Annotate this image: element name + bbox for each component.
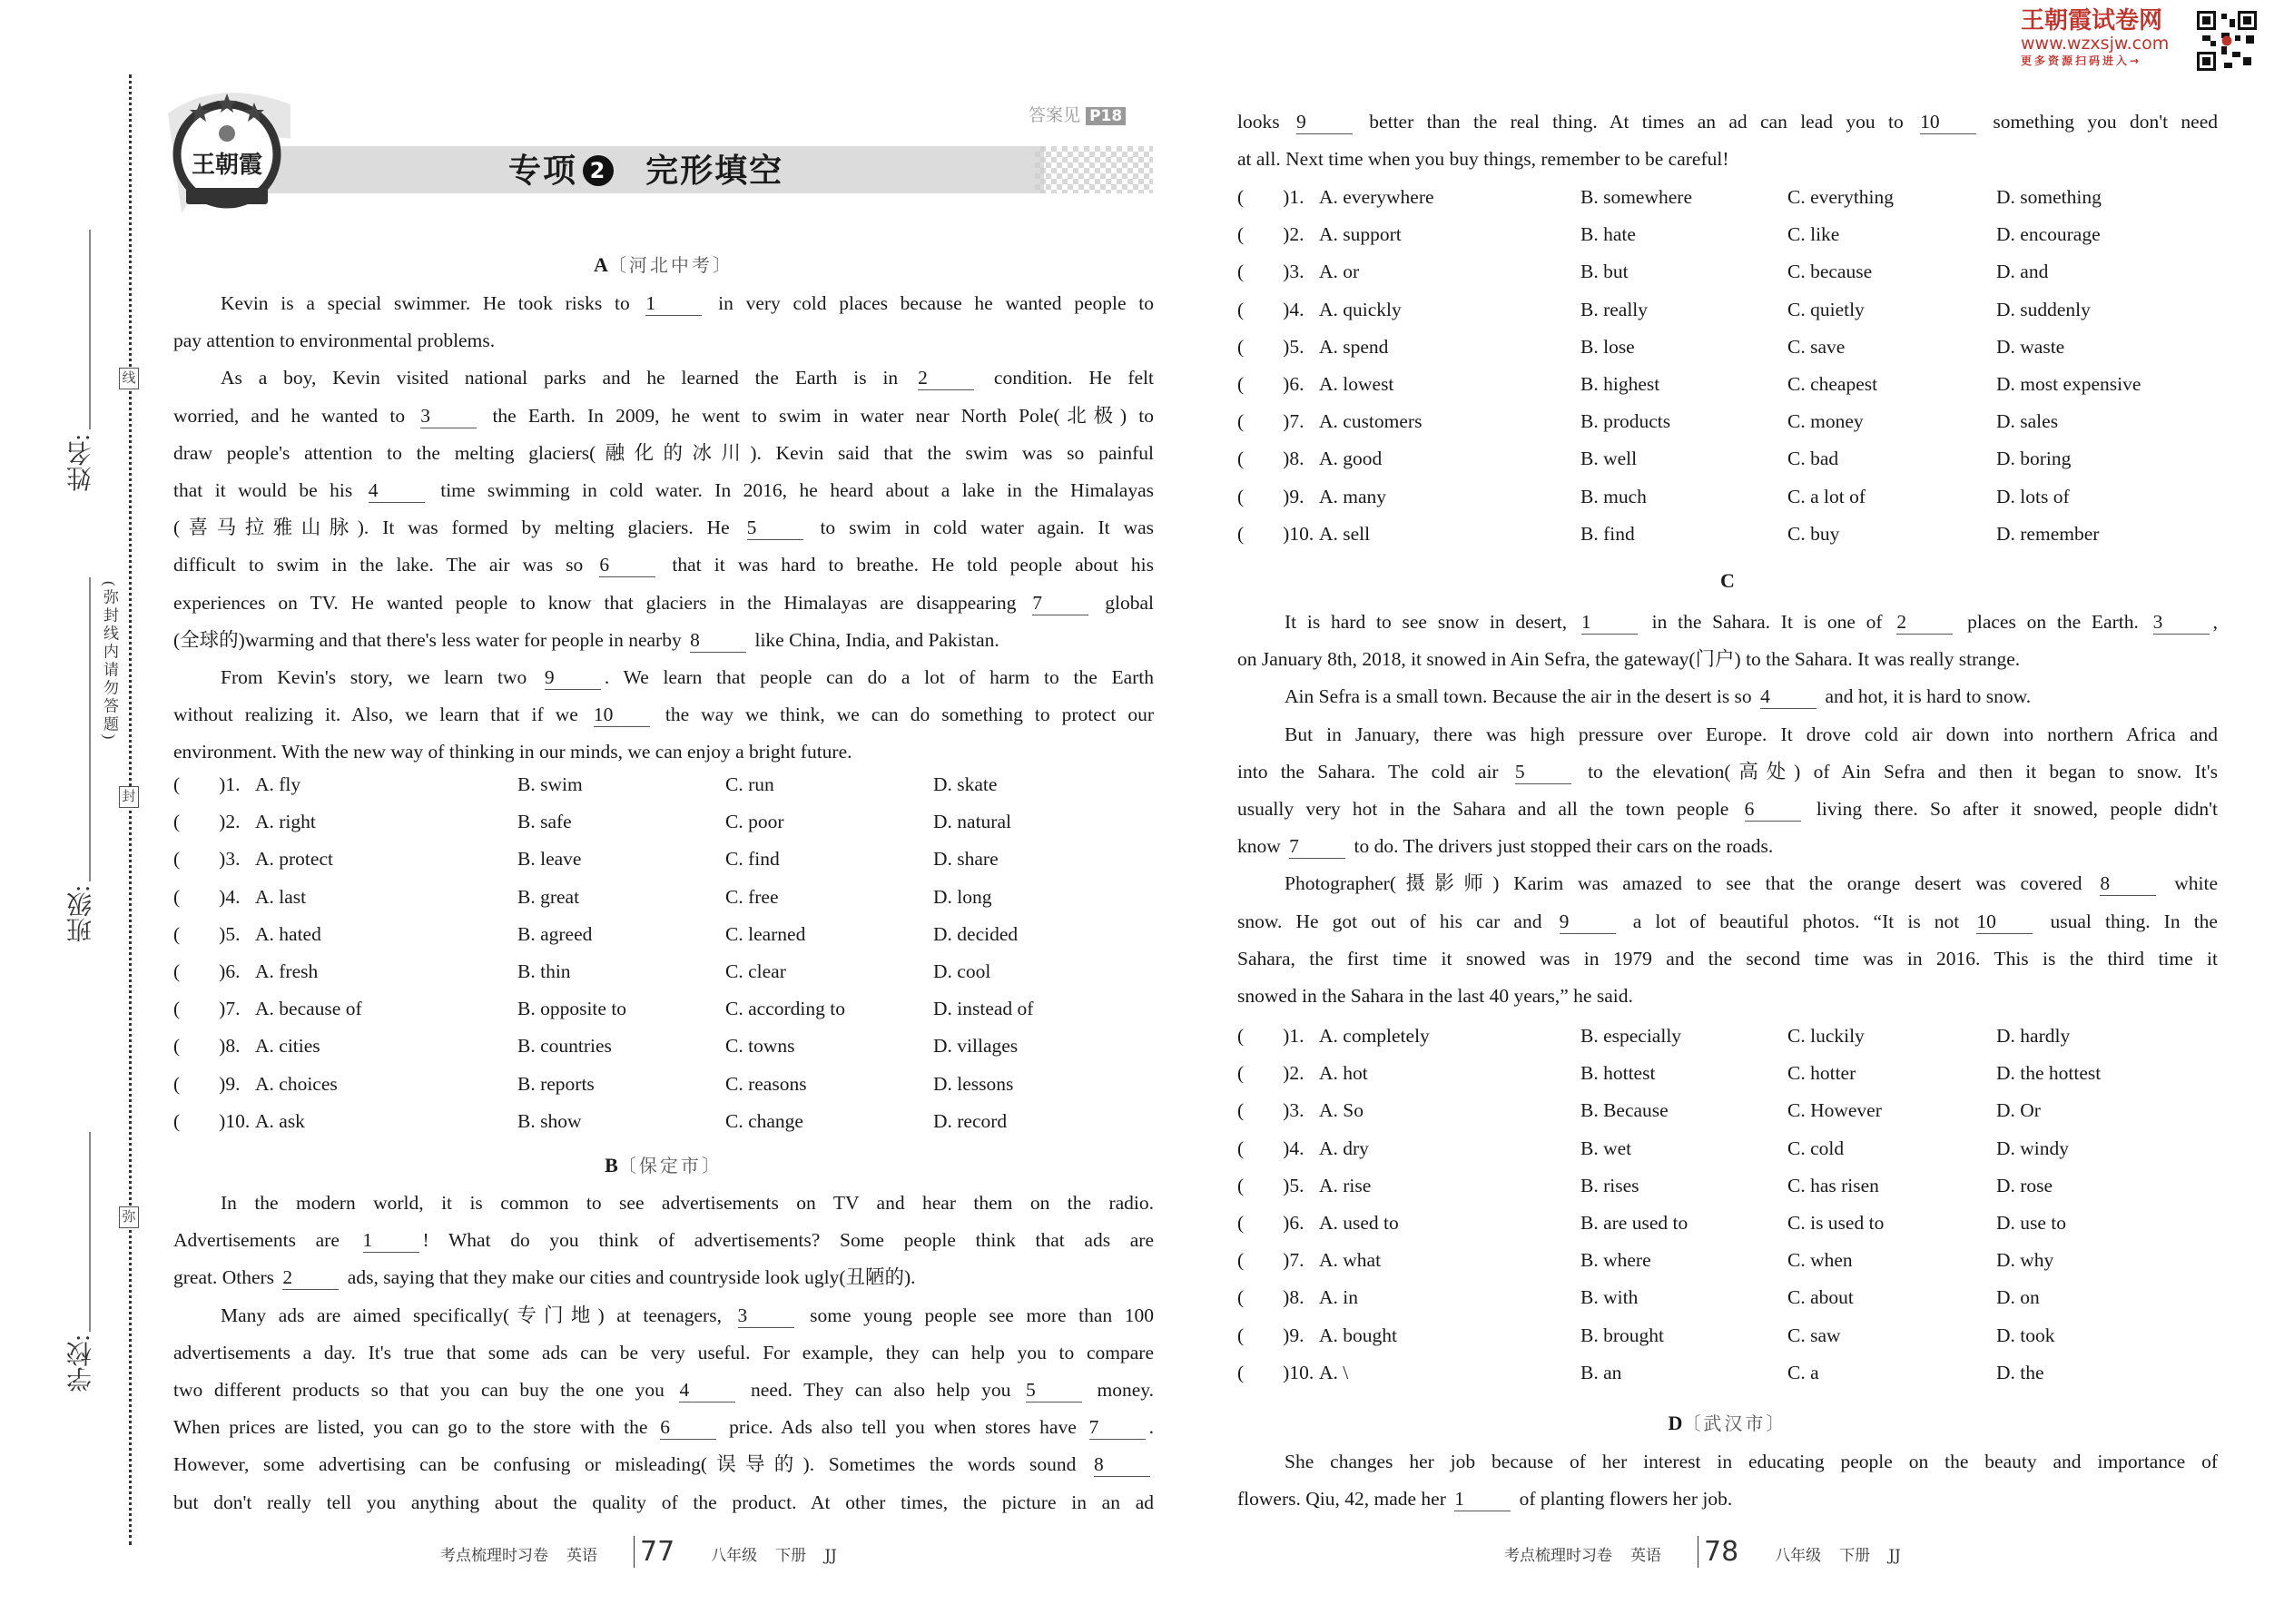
answer-blank[interactable]: 5	[1026, 1378, 1082, 1403]
seal-note: (弥封线内请勿答题)	[101, 581, 118, 743]
answer-paren[interactable]: ( )1.	[1237, 186, 1305, 208]
answer-paren[interactable]: ( )7.	[1237, 1249, 1305, 1272]
option-b[interactable]: B. products	[1580, 410, 1671, 433]
option-c[interactable]: C. save	[1787, 335, 1846, 358]
option-c[interactable]: C. free	[725, 885, 779, 908]
option-b[interactable]: B. well	[1580, 448, 1638, 470]
text-line: snow. He got out of his car and 9 a lot of beautiful photos. “It is not 10 usual thing. In the	[1237, 910, 2218, 932]
option-b[interactable]: B. are used to	[1580, 1211, 1689, 1234]
answer-blank[interactable]: 9	[1296, 110, 1353, 134]
answer-page: P18	[1086, 107, 1126, 125]
option-a[interactable]: A. completely	[1319, 1025, 1430, 1047]
option-b[interactable]: B. really	[1580, 298, 1649, 320]
text-line: pay attention to environmental problems.	[173, 330, 496, 352]
footer-right	[1504, 1536, 1919, 1568]
answer-blank[interactable]: 1	[363, 1228, 419, 1253]
option-b[interactable]: B. opposite to	[517, 998, 627, 1020]
answer-blank[interactable]: 7	[1289, 834, 1345, 859]
option-d[interactable]: D. natural	[933, 811, 1011, 833]
option-d[interactable]: D. something	[1996, 186, 2102, 208]
brand-block	[2021, 7, 2169, 69]
answer-blank[interactable]: 5	[1515, 760, 1571, 784]
option-d[interactable]: D. waste	[1996, 335, 2065, 358]
option-d[interactable]: D. record	[933, 1109, 1008, 1132]
text-line: without realizing it. Also, we learn that if we 10 the way we think, we can do something to protect our	[173, 704, 1154, 726]
option-a[interactable]: A. customers	[1319, 410, 1423, 433]
option-a[interactable]: A. in	[1319, 1286, 1358, 1309]
text-line: on January 8th, 2018, it snowed in Ain Sefra, the gateway(门户) to the Sahara. It was really strange.	[1237, 648, 2021, 671]
option-a[interactable]: A. many	[1319, 485, 1387, 507]
option-a[interactable]: A. support	[1319, 223, 1402, 246]
option-b[interactable]: B. reports	[517, 1072, 595, 1095]
option-b[interactable]: B. Because	[1580, 1099, 1669, 1122]
option-b[interactable]: B. leave	[517, 848, 582, 871]
section-a-heading	[173, 251, 1154, 277]
option-a[interactable]: A. ask	[255, 1109, 305, 1132]
seal-char-xian: 线	[119, 368, 139, 389]
option-b[interactable]: B. find	[1580, 522, 1635, 545]
option-a[interactable]: A. sell	[1319, 522, 1371, 545]
option-a[interactable]: A. hated	[255, 922, 321, 945]
page-number: 77	[634, 1536, 674, 1568]
option-d[interactable]: D. villages	[933, 1035, 1019, 1058]
footer-grade: 八年级	[1775, 1547, 1822, 1565]
school-line[interactable]	[89, 1132, 91, 1332]
option-b[interactable]: B. agreed	[517, 922, 593, 945]
option-b[interactable]: B. safe	[517, 811, 572, 833]
option-c[interactable]: C. run	[725, 773, 774, 795]
footer-subject: 英语	[1630, 1547, 1661, 1565]
answer-paren[interactable]: ( )7.	[1237, 410, 1305, 433]
option-b[interactable]: B. especially	[1580, 1025, 1682, 1047]
option-d[interactable]: D. suddenly	[1996, 298, 2091, 320]
option-a[interactable]: A. because of	[255, 998, 362, 1020]
logo-text: 王朝霞	[191, 152, 263, 179]
option-b[interactable]: B. swim	[517, 773, 583, 795]
text-line: When prices are listed, you can go to the store with the 6 price. Ads also tell you when stores have 7 .	[173, 1416, 1154, 1439]
title-text: 完形填空	[645, 153, 784, 190]
option-a[interactable]: A. \	[1319, 1361, 1349, 1383]
answer-blank[interactable]: 9	[545, 665, 601, 690]
answer-paren[interactable]: ( )2.	[173, 811, 241, 833]
answer-paren[interactable]: ( )4.	[173, 885, 241, 908]
option-d[interactable]: D. the	[1996, 1361, 2044, 1383]
text-line: but don't really tell you anything about the quality of the product. At other times, the picture in an ad	[173, 1491, 1154, 1513]
brand-url[interactable]: www.wzxsjw.com	[2021, 34, 2170, 54]
option-a[interactable]: A. cities	[255, 1035, 320, 1058]
text-line: flowers. Qiu, 42, made her 1 of planting flowers her job.	[1237, 1488, 1733, 1511]
answer-paren[interactable]: ( )2.	[1237, 1062, 1305, 1085]
answer-paren[interactable]: ( )3.	[1237, 261, 1305, 283]
option-c[interactable]: C. saw	[1787, 1324, 1841, 1346]
answer-paren[interactable]: ( )4.	[1237, 298, 1305, 320]
answer-paren[interactable]: ( )5.	[173, 922, 241, 945]
answer-paren[interactable]: ( )3.	[1237, 1099, 1305, 1122]
option-c[interactable]: C. However	[1787, 1099, 1882, 1122]
footer-series: 考点梳理时习卷	[1504, 1547, 1612, 1565]
footer-series: 考点梳理时习卷	[440, 1547, 548, 1565]
text-line: difficult to swim in the lake. The air was so 6 that it was hard to breathe. He told people about his	[173, 554, 1154, 576]
option-c[interactable]: C. change	[725, 1109, 803, 1132]
option-b[interactable]: B. great	[517, 885, 580, 908]
footer-subject: 英语	[566, 1547, 597, 1565]
text-line: Kevin is a special swimmer. He took risks to 1 in very cold places because he wanted people to	[221, 292, 1154, 314]
answer-paren[interactable]: ( )6.	[1237, 1211, 1305, 1234]
text-line: Sahara, the first time it snowed was in 1979 and the second time was in 2016. This is the third time it	[1237, 947, 2218, 969]
answer-reference	[1029, 102, 1126, 126]
answer-blank[interactable]: 10	[594, 703, 650, 727]
answer-paren[interactable]: ( )4.	[1237, 1137, 1305, 1159]
option-d[interactable]: D. share	[933, 848, 999, 871]
option-a[interactable]: A. right	[255, 811, 316, 833]
text-line: However, some advertising can be confusing or misleading(误导的). Sometimes the words sound 8	[173, 1446, 1154, 1483]
option-d[interactable]: D. the hottest	[1996, 1062, 2102, 1085]
answer-blank[interactable]: 5	[747, 516, 803, 540]
answer-blank[interactable]: 7	[1032, 591, 1088, 615]
section-source: 〔保定市〕	[617, 1156, 723, 1176]
option-d[interactable]: D. encourage	[1996, 223, 2101, 246]
option-c[interactable]: C. buy	[1787, 522, 1840, 545]
option-c[interactable]: C. everything	[1787, 186, 1895, 208]
option-d[interactable]: D. rose	[1996, 1174, 2053, 1196]
option-c[interactable]: C. quietly	[1787, 298, 1865, 320]
option-a[interactable]: A. choices	[255, 1072, 338, 1095]
answer-blank[interactable]: 3	[420, 404, 477, 428]
section-letter: A	[594, 253, 608, 276]
text-line: From Kevin's story, we learn two 9 . We learn that people can do a lot of harm to the Earth	[221, 665, 1154, 688]
text-line: (全球的)warming and that there's less water for people in nearby 8 like China, India, and Pakistan.	[173, 628, 999, 651]
answer-blank[interactable]: 1	[645, 291, 702, 316]
passage-b-right	[1237, 103, 2218, 178]
answer-paren[interactable]: ( )9.	[1237, 1324, 1305, 1346]
text-line: worried, and he wanted to 3 the Earth. In 2009, he went to swim in water near North Pole(北极) to	[173, 404, 1154, 427]
option-c[interactable]: C. cheapest	[1787, 372, 1878, 395]
text-line: As a boy, Kevin visited national parks and he learned the Earth is in 2 condition. He felt	[221, 367, 1154, 389]
option-d[interactable]: D. lots of	[1996, 485, 2070, 507]
section-source: 〔武汉市〕	[1682, 1414, 1787, 1434]
section-letter: C	[1720, 569, 1735, 592]
answer-ref-label: 答案见	[1029, 105, 1081, 125]
text-line: advertisements a day. It's true that some ads can be very useful. For example, they can help you to compare	[173, 1341, 1154, 1363]
text-line: know 7 to do. The drivers just stopped their cars on the roads.	[1237, 835, 1774, 858]
option-d[interactable]: D. windy	[1996, 1137, 2070, 1159]
option-b[interactable]: B. with	[1580, 1286, 1639, 1309]
option-d[interactable]: D. skate	[933, 773, 998, 795]
option-c[interactable]: C. is used to	[1787, 1211, 1885, 1234]
passage-d	[1237, 1443, 2218, 1518]
text-line: Advertisements are 1 ! What do you think of advertisements? Some people think that ads are	[173, 1229, 1154, 1252]
option-c[interactable]: C. like	[1787, 223, 1840, 246]
option-b[interactable]: B. hottest	[1580, 1062, 1656, 1085]
option-a[interactable]: A. used to	[1319, 1211, 1399, 1234]
option-b[interactable]: B. somewhere	[1580, 186, 1692, 208]
answer-blank[interactable]: 2	[282, 1265, 339, 1290]
option-c[interactable]: C. has risen	[1787, 1174, 1879, 1196]
option-b[interactable]: B. rises	[1580, 1174, 1639, 1196]
option-a[interactable]: A. good	[1319, 448, 1383, 470]
option-d[interactable]: D. most expensive	[1996, 372, 2141, 395]
option-c[interactable]: C. when	[1787, 1249, 1853, 1272]
option-a[interactable]: A. So	[1319, 1099, 1364, 1122]
answer-blank[interactable]: 8	[690, 628, 746, 653]
option-d[interactable]: D. instead of	[933, 998, 1034, 1020]
answer-paren[interactable]: ( )5.	[1237, 1174, 1305, 1196]
passage-b-left	[173, 1185, 1154, 1521]
option-b[interactable]: B. much	[1580, 485, 1647, 507]
answer-paren[interactable]: ( )9.	[173, 1072, 241, 1095]
answer-blank[interactable]: 6	[1745, 797, 1801, 822]
option-c[interactable]: C. bad	[1787, 448, 1839, 470]
section-d-heading	[1237, 1409, 2218, 1435]
option-a[interactable]: A. fresh	[255, 960, 319, 982]
answer-blank[interactable]: 8	[1094, 1452, 1150, 1477]
option-b[interactable]: B. but	[1580, 261, 1629, 283]
text-line: into the Sahara. The cold air 5 to the elevation(高处) of Ain Sefra and then it began to snow. It's	[1237, 760, 2218, 782]
option-c[interactable]: C. clear	[725, 960, 786, 982]
text-line: In the modern world, it is common to see advertisements on TV and hear them on the radio.	[221, 1192, 1154, 1214]
answer-blank[interactable]: 4	[679, 1378, 735, 1403]
footer-edition: JJ	[1888, 1547, 1901, 1565]
option-d[interactable]: D. remember	[1996, 522, 2100, 545]
footer-grade: 八年级	[711, 1547, 758, 1565]
name-line[interactable]	[89, 230, 91, 429]
option-a[interactable]: A. or	[1319, 261, 1360, 283]
option-a[interactable]: A. quickly	[1319, 298, 1402, 320]
option-d[interactable]: D. boring	[1996, 448, 2072, 470]
answer-paren[interactable]: ( )6.	[1237, 372, 1305, 395]
answer-paren[interactable]: ( )8.	[1237, 1286, 1305, 1309]
answer-blank[interactable]: 4	[369, 478, 425, 503]
option-c[interactable]: C. according to	[725, 998, 845, 1020]
section-letter: B	[605, 1154, 618, 1176]
answer-blank[interactable]: 6	[599, 553, 655, 577]
section-c-heading	[1237, 569, 2218, 593]
option-b[interactable]: B. show	[517, 1109, 582, 1132]
section-letter: D	[1668, 1412, 1683, 1434]
answer-blank[interactable]: 1	[1454, 1487, 1511, 1511]
option-d[interactable]: D. and	[1996, 261, 2049, 283]
text-line: great. Others 2 ads, saying that they make our cities and countryside look ugly(丑陋的).	[173, 1266, 916, 1289]
option-c[interactable]: C. money	[1787, 410, 1864, 433]
answer-paren[interactable]: ( )7.	[173, 998, 241, 1020]
text-line: But in January, there was high pressure over Europe. It drove cold air down into northern Africa and	[1285, 723, 2218, 745]
page-number: 78	[1698, 1536, 1738, 1568]
title-number: 2	[583, 155, 614, 186]
text-line: It is hard to see snow in desert, 1 in the Sahara. It is one of 2 places on the Earth. 3 ,	[1285, 611, 2218, 633]
option-a[interactable]: A. lowest	[1319, 372, 1394, 395]
option-b[interactable]: B. countries	[517, 1035, 612, 1058]
option-a[interactable]: A. last	[255, 885, 307, 908]
school-label: 学校:	[67, 1334, 95, 1393]
answer-blank[interactable]: 8	[2100, 871, 2156, 896]
option-c[interactable]: C. a lot of	[1787, 485, 1866, 507]
option-d[interactable]: D. hardly	[1996, 1025, 2071, 1047]
text-line: environment. With the new way of thinking in our minds, we can enjoy a bright future.	[173, 741, 852, 763]
passage-c	[1237, 604, 2218, 1015]
option-c[interactable]: C. cold	[1787, 1137, 1845, 1159]
text-line: two different products so that you can buy the one you 4 need. They can also help you 5 money.	[173, 1378, 1154, 1401]
brand-slogan: 更多资源扫码进入→	[2021, 54, 2142, 67]
text-line: (喜马拉雅山脉). It was formed by melting glaciers. He 5 to swim in cold water again. It was	[173, 517, 1154, 539]
option-c[interactable]: C. a	[1787, 1361, 1819, 1383]
answer-blank[interactable]: 10	[1976, 910, 2033, 934]
option-a[interactable]: A. protect	[255, 848, 333, 871]
answer-blank[interactable]: 9	[1560, 910, 1616, 934]
answer-blank[interactable]: 2	[1896, 610, 1953, 635]
seal-char-feng: 封	[119, 786, 139, 808]
answer-blank[interactable]: 10	[1920, 110, 1976, 134]
option-c[interactable]: C. hotter	[1787, 1062, 1856, 1085]
answer-blank[interactable]: 6	[660, 1415, 716, 1440]
option-d[interactable]: D. cool	[933, 960, 991, 982]
text-line: usually very hot in the Sahara and all the town people 6 living there. So after it snowed, people didn't	[1237, 797, 2218, 820]
option-a[interactable]: A. everywhere	[1319, 186, 1434, 208]
answer-paren[interactable]: ( )1.	[1237, 1025, 1305, 1047]
text-line: snowed in the Sahara in the last 40 years,” he said.	[1237, 984, 1633, 1007]
option-c[interactable]: C. about	[1787, 1286, 1854, 1309]
option-b[interactable]: B. brought	[1580, 1324, 1664, 1346]
class-label: 班级:	[67, 885, 95, 943]
text-line: draw people's attention to the melting glaciers(融化的冰川). Kevin said that the swim was so painful	[173, 441, 1154, 464]
option-d[interactable]: D. lessons	[933, 1072, 1014, 1095]
section-source: 〔河北中考〕	[607, 256, 733, 276]
page-title	[508, 145, 783, 192]
option-a[interactable]: A. fly	[255, 773, 301, 795]
option-d[interactable]: D. sales	[1996, 410, 2059, 433]
text-line: at all. Next time when you buy things, remember to be careful!	[1237, 148, 1729, 171]
option-d[interactable]: D. long	[933, 885, 992, 908]
option-c[interactable]: C. learned	[725, 922, 806, 945]
option-a[interactable]: A. spend	[1319, 335, 1389, 358]
text-line: looks 9 better than the real thing. At times an ad can lead you to 10 something you don't need	[1237, 111, 2218, 133]
option-b[interactable]: B. highest	[1580, 372, 1660, 395]
option-c[interactable]: C. luckily	[1787, 1025, 1865, 1047]
answer-blank[interactable]: 2	[918, 366, 974, 390]
answer-paren[interactable]: ( )8.	[1237, 448, 1305, 470]
answer-paren[interactable]: ( )6.	[173, 960, 241, 982]
option-c[interactable]: C. poor	[725, 811, 784, 833]
option-c[interactable]: C. find	[725, 848, 780, 871]
answer-paren[interactable]: ( )5.	[1237, 335, 1305, 358]
answer-blank[interactable]: 7	[1089, 1415, 1146, 1440]
option-d[interactable]: D. why	[1996, 1249, 2054, 1272]
option-d[interactable]: D. use to	[1996, 1211, 2067, 1234]
text-line: Photographer(摄影师) Karim was amazed to see that the orange desert was covered 8 white	[1285, 872, 2218, 895]
answer-paren[interactable]: ( )9.	[1237, 485, 1305, 507]
text-line: She changes her job because of her interest in educating people on the beauty and importance of	[1285, 1451, 2218, 1472]
option-a[interactable]: A. bought	[1319, 1324, 1397, 1346]
option-b[interactable]: B. wet	[1580, 1137, 1632, 1159]
answer-paren[interactable]: ( )1.	[173, 773, 241, 795]
passage-a	[173, 285, 1154, 771]
brand-name: 王朝霞试卷网	[2021, 7, 2163, 34]
option-a[interactable]: A. hot	[1319, 1062, 1368, 1085]
answer-blank[interactable]: 4	[1760, 684, 1816, 709]
publisher-logo	[163, 86, 290, 213]
footer-edition: JJ	[824, 1547, 837, 1565]
seal-dotted-line	[129, 74, 132, 1545]
footer-left	[440, 1536, 855, 1568]
answer-paren[interactable]: ( )8.	[173, 1035, 241, 1058]
option-b[interactable]: B. thin	[517, 960, 571, 982]
answer-blank[interactable]: 1	[1581, 610, 1638, 635]
option-d[interactable]: D. decided	[933, 922, 1019, 945]
class-line[interactable]	[89, 577, 91, 881]
name-label: 姓名:	[67, 434, 95, 492]
option-c[interactable]: C. towns	[725, 1035, 795, 1058]
text-line: that it would be his 4 time swimming in cold water. In 2016, he heard about a lake in the Himalayas	[173, 478, 1154, 501]
option-c[interactable]: C. reasons	[725, 1072, 807, 1095]
footer-term: 下册	[775, 1547, 807, 1565]
option-b[interactable]: B. lose	[1580, 335, 1635, 358]
answer-paren[interactable]: ( )10.	[1237, 522, 1314, 545]
option-d[interactable]: D. Or	[1996, 1099, 2041, 1122]
option-a[interactable]: A. what	[1319, 1249, 1382, 1272]
answer-paren[interactable]: ( )10.	[1237, 1361, 1314, 1383]
qr-code-icon[interactable]	[2197, 11, 2257, 71]
answer-blank[interactable]: 3	[2153, 610, 2210, 635]
title-band-pattern	[1035, 146, 1153, 193]
answer-blank[interactable]: 3	[738, 1304, 794, 1328]
option-d[interactable]: D. took	[1996, 1324, 2055, 1346]
text-line: Ain Sefra is a small town. Because the air in the desert is so 4 and hot, it is hard to snow.	[1285, 685, 2032, 708]
footer-term: 下册	[1839, 1547, 1871, 1565]
option-d[interactable]: D. on	[1996, 1286, 2040, 1309]
option-b[interactable]: B. where	[1580, 1249, 1651, 1272]
option-a[interactable]: A. rise	[1319, 1174, 1372, 1196]
option-a[interactable]: A. dry	[1319, 1137, 1369, 1159]
option-c[interactable]: C. because	[1787, 261, 1873, 283]
title-prefix: 专项	[508, 153, 578, 190]
option-b[interactable]: B. an	[1580, 1361, 1622, 1383]
answer-paren[interactable]: ( )10.	[173, 1109, 251, 1132]
text-line: Many ads are aimed specifically(专门地) at teenagers, 3 some young people see more than 100	[221, 1304, 1154, 1326]
option-b[interactable]: B. hate	[1580, 223, 1636, 246]
answer-paren[interactable]: ( )3.	[173, 848, 241, 871]
section-b-heading	[173, 1151, 1154, 1177]
answer-paren[interactable]: ( )2.	[1237, 223, 1305, 246]
text-line: experiences on TV. He wanted people to know that glaciers in the Himalayas are disappearing 7 global	[173, 591, 1154, 614]
seal-char-mi: 弥	[119, 1206, 139, 1228]
